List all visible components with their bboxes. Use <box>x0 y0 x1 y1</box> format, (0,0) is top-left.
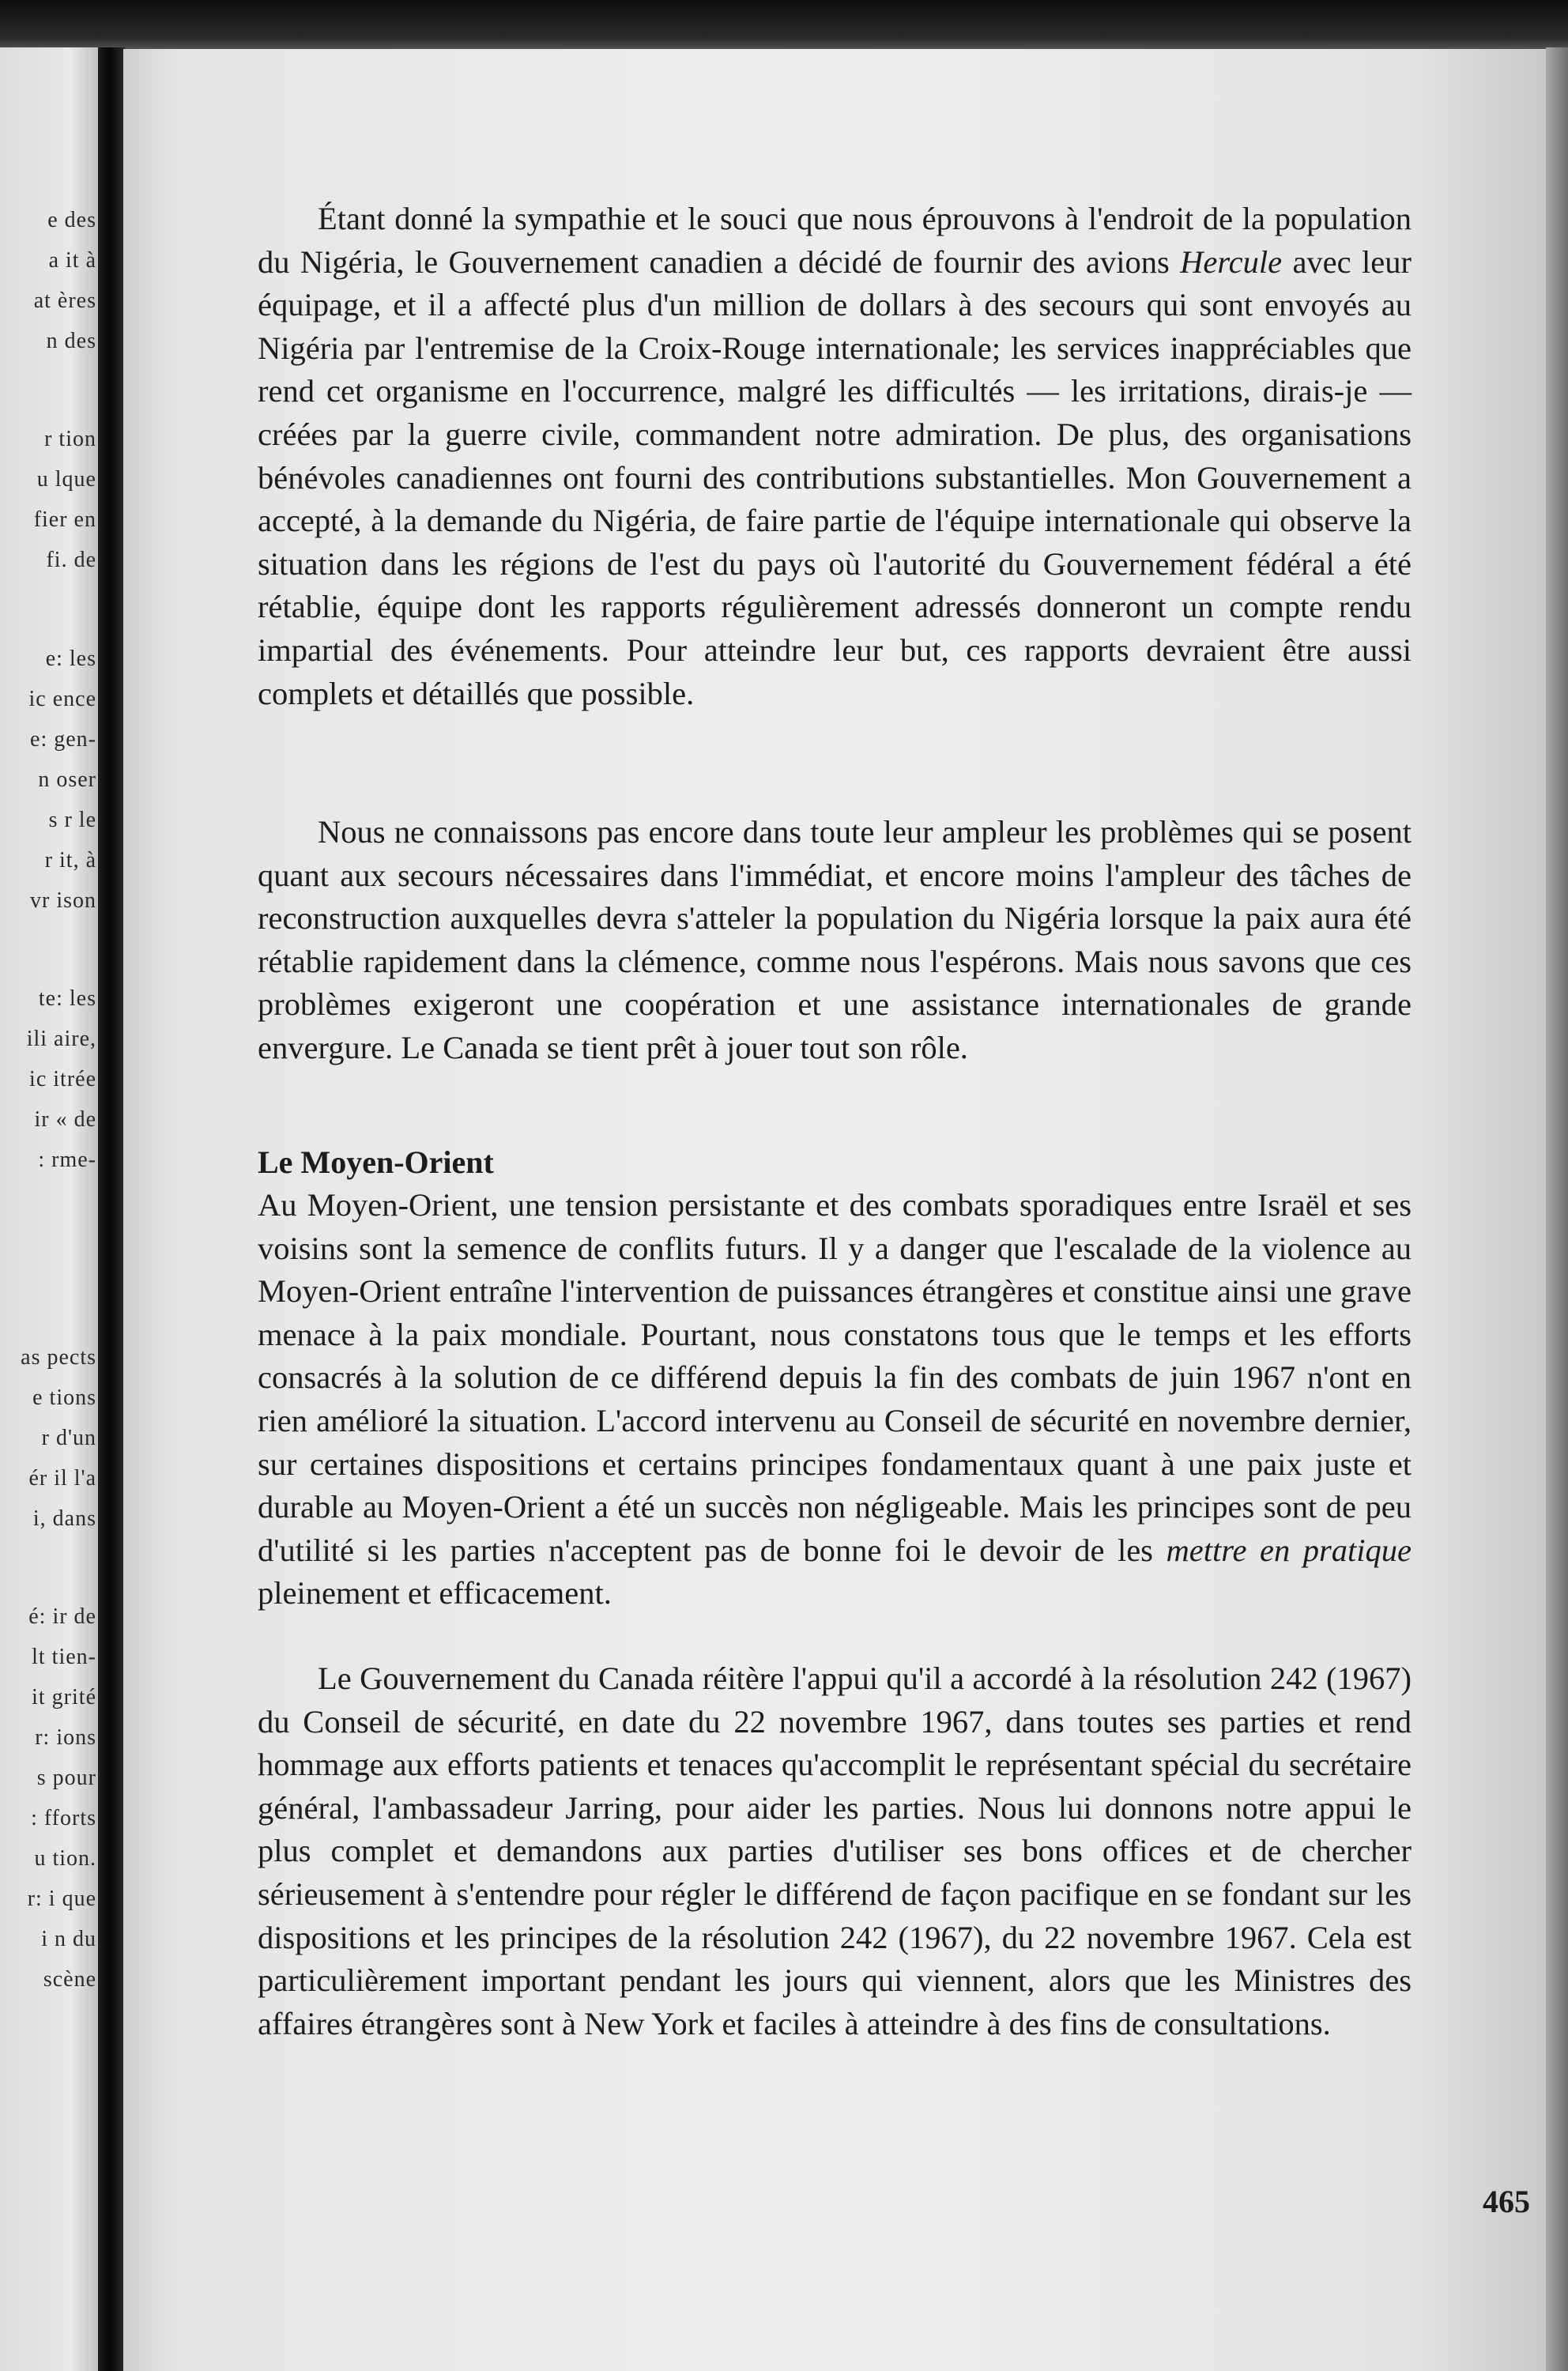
facing-page-fragment: e tions <box>32 1385 96 1410</box>
scan-border-top <box>0 0 1568 55</box>
paragraph-resolution-242: Le Gouvernement du Canada réitère l'appui qu'il a accordé à la résolution 242 (1967) du Conseil de sécurité, en date du 22 novembre 1967, dans toutes ses parties et rend hommage aux efforts patients et tenaces qu'accomplit le représentant spécial du secrétaire général, l'ambassadeur Jarring, pour aider les parties. Nous lui donnons notre appui le plus complet et demandons aux parties d'utiliser ses bons offices et de chercher sérieusement à s'entendre pour régler le différend de façon pacifique en se fondant sur les dispositions et les principes de la résolution 242 (1967), du 22 novembre 1967. Cela est particulièrement important pendant les jours qui viennent, alors que les Ministres des affaires étrangères sont à New York et faciles à atteindre à des fins de consultations. <box>258 1660 1412 2041</box>
facing-page-fragment: n oser <box>38 767 96 792</box>
facing-page-fragment: n des <box>46 329 96 353</box>
facing-page-fragment: r: ions <box>35 1725 96 1750</box>
facing-page-fragment: i, dans <box>32 1506 96 1531</box>
page-number: 465 <box>1483 2184 1530 2219</box>
facing-page-fragment: e des <box>47 208 96 232</box>
facing-page-fragment: e: les <box>45 646 96 671</box>
facing-page-fragment: te: les <box>38 986 96 1011</box>
facing-page-fragment: r: i que <box>27 1887 96 1911</box>
facing-page-fragment: ér il l'a <box>28 1466 96 1491</box>
facing-page-fragment: u lque <box>36 467 96 492</box>
facing-page-fragment: at ères <box>33 288 96 313</box>
emphasis-text: mettre en pratique <box>1166 1532 1412 1568</box>
facing-page-fragment: r it, à <box>44 848 96 873</box>
facing-page-fragment: fi. de <box>46 548 96 572</box>
emphasis-text: Hercule <box>1180 243 1283 280</box>
facing-page-fragment: fier en <box>33 507 96 532</box>
facing-page-fragment: ili aire, <box>26 1027 96 1051</box>
paragraph-middle-east <box>258 1184 1412 1615</box>
facing-page-fragment: u tion. <box>34 1846 96 1871</box>
facing-page-fragment: i n du <box>41 1927 96 1951</box>
facing-page-fragment: : fforts <box>31 1806 96 1830</box>
book-gutter <box>98 47 125 2371</box>
facing-page-fragment: : rme- <box>38 1148 96 1172</box>
facing-page-fragment: vr ison <box>30 888 96 913</box>
facing-page-fragment: a it à <box>48 248 96 273</box>
page-right-edge <box>1546 47 1568 2371</box>
paragraph-text: pleinement et efficacement. <box>258 1575 612 1611</box>
facing-page-fragment: ic itrée <box>29 1067 96 1091</box>
paragraph-nigeria-aid <box>258 198 1412 715</box>
facing-page-fragment: lt tien- <box>32 1645 96 1669</box>
paragraph-text: Au Moyen-Orient, une tension persistante et des combats sporadiques entre Israël et ses voisins sont la semence de conflits futurs. Il y a danger que l'escalade de la violence au Moyen-Orient entraîne l'intervention de puissances étrangères et constitue ainsi une grave menace à la paix mondiale. Pourtant, nous constatons tous que le temps et les efforts consacrés à la solution de ce différend depuis la fin des combats de juin 1967 n'ont en rien amélioré la situation. L'accord intervenu au Conseil de sécurité en novembre dernier, sur certaines dispositions et certains principes fondamentaux quant à une paix juste et durable au Moyen-Orient a été un succès non négligeable. Mais les principes sont de peu d'utilité si les parties n'acceptent pas de bonne foi le devoir de les <box>258 1187 1412 1568</box>
paragraph-reconstruction: Nous ne connaissons pas encore dans toute leur ampleur les problèmes qui se posent quant aux secours nécessaires dans l'immédiat, et encore moins l'ampleur des tâches de reconstruction auxquelles devra s'atteler la population du Nigéria lorsque la paix aura été rétablie rapidement dans la clémence, comme nous l'espérons. Mais nous savons que ces problèmes exigeront une coopération et une assistance internationales de grande envergure. Le Canada se tient prêt à jouer tout son rôle. <box>258 814 1412 1065</box>
book-page <box>123 49 1546 2371</box>
section-heading: Le Moyen-Orient <box>258 1144 494 1180</box>
facing-page-fragment: r d'un <box>41 1426 96 1450</box>
facing-page-fragment: scène <box>43 1967 96 1992</box>
facing-page-fragment: é: ir de <box>28 1604 96 1629</box>
facing-page-edge <box>0 47 101 2371</box>
facing-page-fragment: s r le <box>48 808 96 832</box>
facing-page-fragment: r tion <box>44 427 96 451</box>
facing-page-fragment: ic ence <box>28 687 96 711</box>
facing-page-fragment: it grité <box>32 1685 96 1709</box>
facing-page-fragment: s pour <box>36 1766 96 1790</box>
facing-page-fragment: ir « de <box>34 1107 96 1132</box>
facing-page-fragment: as pects <box>21 1345 96 1370</box>
paragraph-text: avec leur équipage, et il a affecté plus d'un million de dollars à des secours qui sont envoyés au Nigéria par l'entremise de la Croix-Rouge internationale; les services inappréciables que rend cet organisme en l'occurrence, malgré les difficultés — les irritations, dirais-je — créées par la guerre civile, commandent notre admiration. De plus, des organisations bénévoles canadiennes ont fourni des contributions substantielles. Mon Gouvernement a accepté, à la demande du Nigéria, de faire partie de l'équipe internationale qui observe la situation dans les régions de l'est du pays où l'autorité du Gouvernement fédéral a été rétablie, équipe dont les rapports régulièrement adressés donneront un compte rendu impartial des événements. Pour atteindre leur but, ces rapports devraient être aussi complets et détaillés que possible. <box>258 243 1412 711</box>
facing-page-fragment: e: gen- <box>30 727 96 752</box>
paragraph-text: Étant donné la sympathie et le souci que nous éprouvons à l'endroit de la population du Nigéria, le Gouvernement canadien a décidé de fournir des avions <box>258 201 1412 280</box>
